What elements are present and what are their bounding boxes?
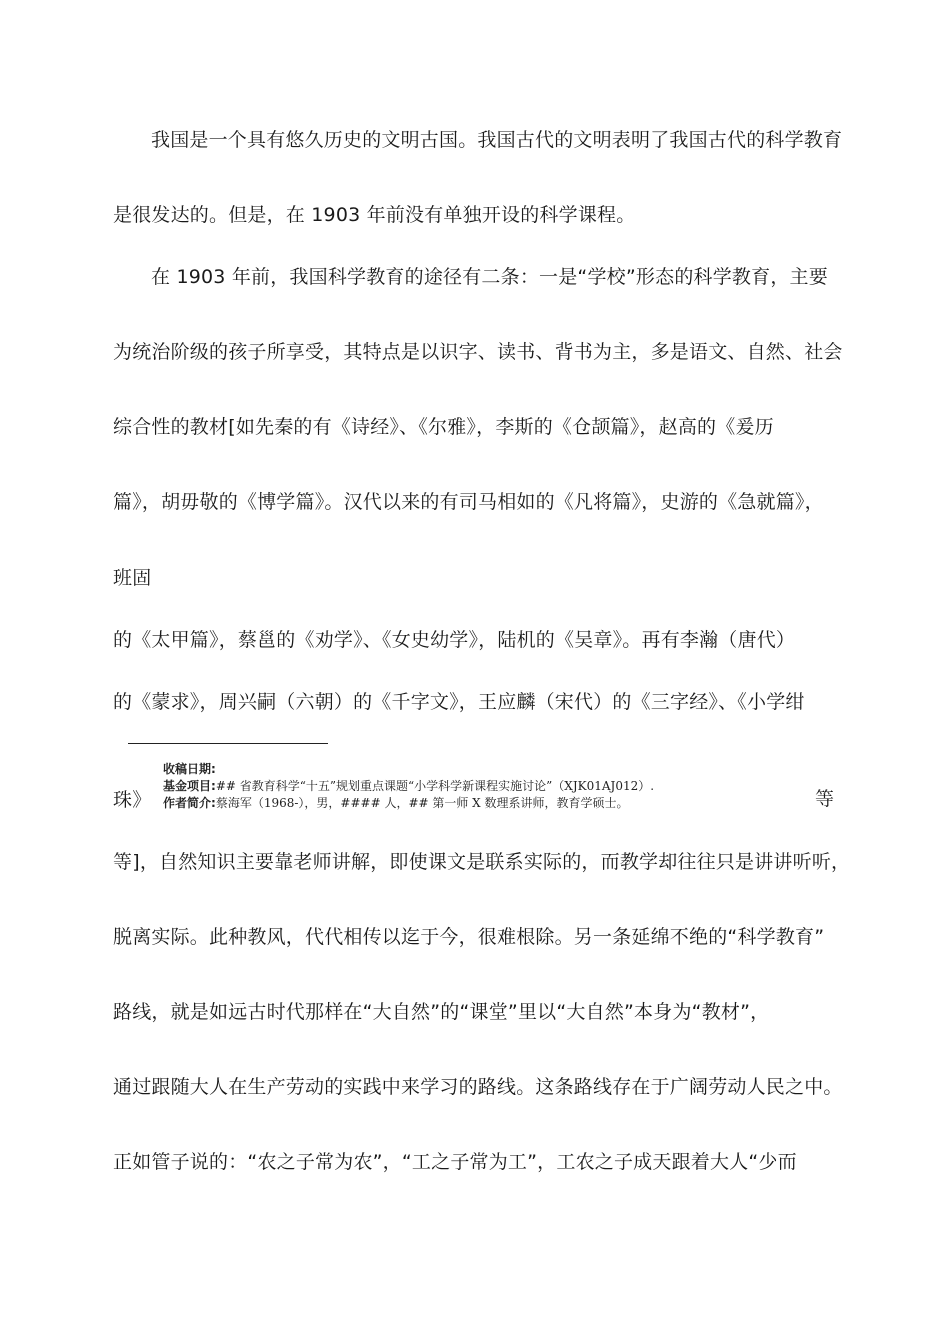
paragraph-line: 的《蒙求》，周兴嗣（六朝）的《千字文》，王应麟（宋代）的《三字经》、《小学绀 [113, 691, 805, 713]
footnote-divider [128, 743, 328, 744]
paragraph-line: 我国是一个具有悠久历史的文明古国。我国古代的文明表明了我国古代的科学教育 [151, 129, 843, 151]
footnote-author-label: 作者简介: [163, 796, 216, 810]
footnote-author [163, 795, 629, 811]
paragraph-line: 综合性的教材[如先秦的有《诗经》、《尔雅》，李斯的《仓颉篇》，赵高的《爰历 [113, 416, 774, 438]
paragraph-line: 正如管子说的：“农之子常为农”，“工之子常为工”，工农之子成天跟着大人“少而 [113, 1151, 797, 1173]
paragraph-line: 班固 [113, 567, 152, 589]
paragraph-line: 的《太甲篇》，蔡邕的《劝学》、《女史幼学》，陆机的《吴章》。再有李瀚（唐代） [113, 629, 796, 651]
footnote-received [163, 761, 216, 777]
paragraph-fragment: 等 [815, 788, 835, 810]
footnote-fund-label: 基金项目: [163, 779, 216, 793]
paragraph-line: 是很发达的。但是，在 1903 年前没有单独开设的科学课程。 [113, 204, 636, 226]
footnote-fund [163, 778, 654, 794]
footnote-received-label: 收稿日期: [163, 762, 216, 776]
paragraph-line: 脱离实际。此种教风，代代相传以迄于今，很难根除。另一条延绵不绝的“科学教育” [113, 926, 825, 948]
paragraph-line: 珠》 [113, 789, 152, 811]
paragraph-line: 篇》，胡毋敬的《博学篇》。汉代以来的有司马相如的《凡将篇》，史游的《急就篇》， [113, 491, 824, 513]
paragraph-line: 等]，自然知识主要靠老师讲解，即使课文是联系实际的，而教学却往往只是讲讲听听， [113, 851, 851, 873]
footnote-author-value: 蔡海军（1968-），男，#### 人，## 第一师 X 数理系讲师，教育学硕士。 [215, 796, 629, 810]
paragraph-line: 在 1903 年前，我国科学教育的途径有二条：一是“学校”形态的科学教育，主要 [151, 266, 828, 288]
paragraph-line: 通过跟随大人在生产劳动的实践中来学习的路线。这条路线存在于广阔劳动人民之中。 [113, 1076, 843, 1098]
paragraph-line: 为统治阶级的孩子所享受，其特点是以识字、读书、背书为主，多是语文、自然、社会 [113, 341, 843, 363]
footnote-fund-value: ## 省教育科学“十五”规划重点课题“小学科学新课程实施讨论”（XJK01AJ012）. [215, 779, 655, 793]
paragraph-line: 路线，就是如远古时代那样在“大自然”的“课堂”里以“大自然”本身为“教材”， [113, 1001, 770, 1023]
